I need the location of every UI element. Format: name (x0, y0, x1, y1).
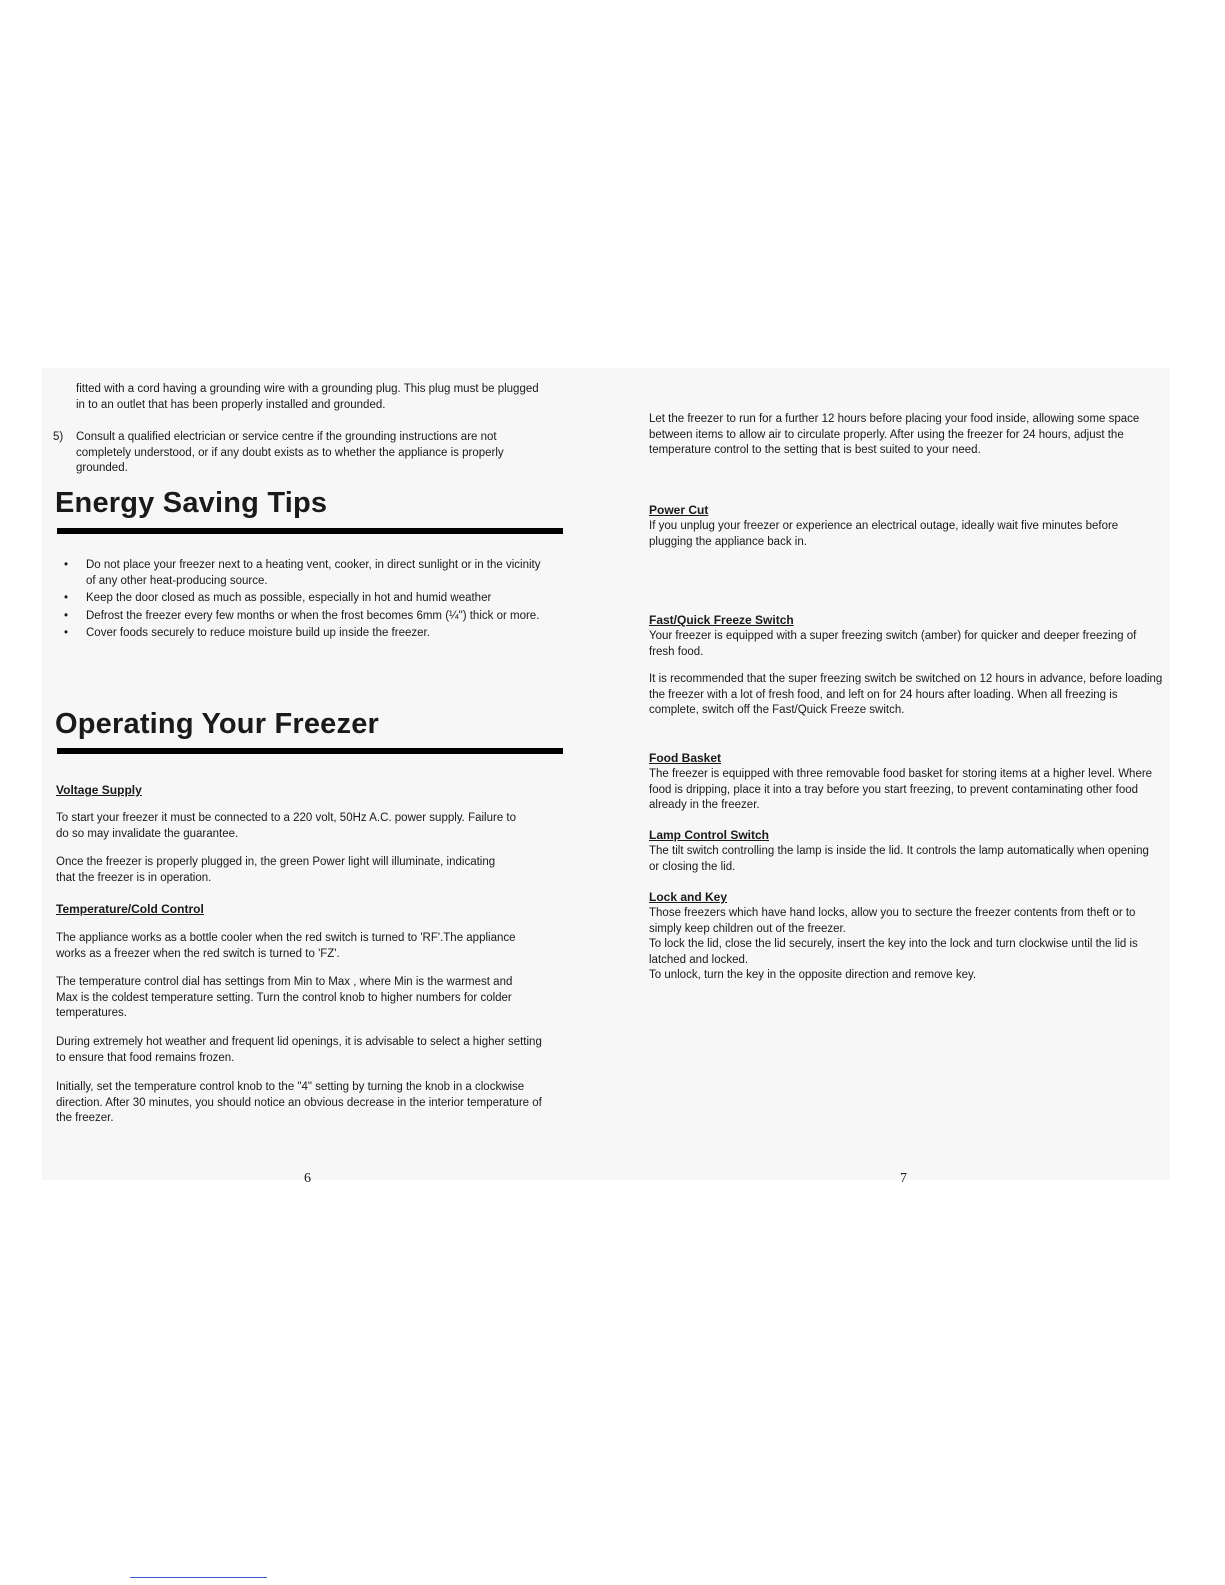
fast-freeze-heading: Fast/Quick Freeze Switch (649, 613, 794, 627)
bullet-icon: • (64, 592, 69, 604)
grounding-intro-text: fitted with a cord having a grounding wire with a grounding plug. This plug must be plugged in to an outlet that has been properly installed and grounded. (76, 383, 539, 411)
page-number-right: 7 (900, 1171, 907, 1186)
tip-item: • Keep the door closed as much as possible, especially in hot and humid weather (56, 591, 546, 607)
bullet-icon: • (64, 609, 69, 622)
document-spread (42, 368, 1170, 1186)
page-number-left: 6 (304, 1171, 311, 1186)
bullet-icon: • (64, 627, 69, 639)
item-number: 5) (53, 431, 64, 443)
temperature-control-heading: Temperature/Cold Control (56, 902, 204, 916)
operating-freezer-title: Operating Your Freezer (55, 708, 380, 740)
tip-item: • Do not place your freezer next to a heating vent, cooker, in direct sunlight or in the vicinity of any other heat-producing source. (64, 559, 541, 587)
tip-item: • Defrost the freezer every few months or when the frost becomes 6mm (¼") thick or more. (56, 609, 546, 625)
grounding-item-text: Consult a qualified electrician or service centre if the grounding instructions are not completely understood, or if any doubt exists as to whether the appliance is properly grounded. (76, 431, 504, 474)
initial-setting-text: Initially, set the temperature control knob to the "4" setting by turning the knob in a clockwise direction. After 30 minutes, you should notice an obvious decrease in the interior temperature of the freezer. (56, 1081, 542, 1124)
energy-tips-list (56, 558, 546, 644)
run-freezer-text: Let the freezer to run for a further 12 hours before placing your food inside, allowing some space between items to allow air to circulate properly. After using the freezer for 24 hours, adjust the temperature control to the setting that is best suited to your need. (649, 413, 1140, 456)
lock-key-heading: Lock and Key (649, 890, 728, 904)
left-page (42, 368, 588, 1186)
energy-saving-title: Energy Saving Tips (55, 487, 328, 519)
super-freezing-text: It is recommended that the super freezing switch be switched on 12 hours in advance, before loading the freezer with a lot of fresh food, and left on for 24 hours after loading. When all freezing is complete, switch off the Fast/Quick Freeze switch. (649, 673, 1163, 716)
bullet-icon: • (64, 559, 69, 571)
link-underline (130, 1577, 267, 1578)
hot-weather-text: During extremely hot weather and frequent lid openings, it is advisable to select a higher setting to ensure that food remains frozen. (56, 1036, 542, 1064)
fast-freeze-text: Your freezer is equipped with a super freezing switch (amber) for quicker and deeper freezing of fresh food. (649, 630, 1137, 658)
lamp-control-text: The tilt switch controlling the lamp is inside the lid. It controls the lamp automatically when opening or closing the lid. (649, 845, 1149, 873)
power-cut-heading: Power Cut (649, 503, 709, 517)
lock-key-text: Those freezers which have hand locks, allow you to secture the freezer contents from theft or to simply keep children out of the freezer. (649, 907, 1136, 935)
temperature-dial-text: The temperature control dial has settings from Min to Max , where Min is the warmest and Max is the coldest temperature setting. Turn the control knob to higher numbers for colder temperatures. (56, 976, 513, 1019)
right-page (588, 368, 1170, 1186)
food-basket-text: The freezer is equipped with three removable food basket for storing items at a higher level. Where food is dripping, place it into a tray before you start freezing, to prevent contaminating other food already in the freezer. (649, 768, 1153, 811)
food-basket-heading: Food Basket (649, 751, 722, 765)
bottle-cooler-text: The appliance works as a bottle cooler when the red switch is turned to 'RF'.The appliance works as a freezer when the red switch is turned to 'FZ'. (56, 932, 516, 960)
lock-instructions-text: To lock the lid, close the lid securely, insert the key into the lock and turn clockwise until the lid is latched and locked. (649, 938, 1138, 966)
voltage-supply-heading: Voltage Supply (56, 783, 142, 797)
power-cut-text: If you unplug your freezer or experience an electrical outage, ideally wait five minutes before plugging the appliance back in. (649, 520, 1119, 548)
title-rule (57, 528, 563, 534)
tip-item: • Cover foods securely to reduce moisture build up inside the freezer. (56, 626, 546, 642)
title-rule (57, 748, 563, 754)
power-light-text: Once the freezer is properly plugged in, the green Power light will illuminate, indicating that the freezer is in operation. (56, 856, 496, 884)
lamp-control-heading: Lamp Control Switch (649, 828, 769, 842)
unlock-instructions-text: To unlock, turn the key in the opposite direction and remove key. (649, 969, 977, 981)
voltage-supply-text: To start your freezer it must be connected to a 220 volt, 50Hz A.C. power supply. Failure to do so may invalidate the guarantee. (56, 812, 517, 840)
